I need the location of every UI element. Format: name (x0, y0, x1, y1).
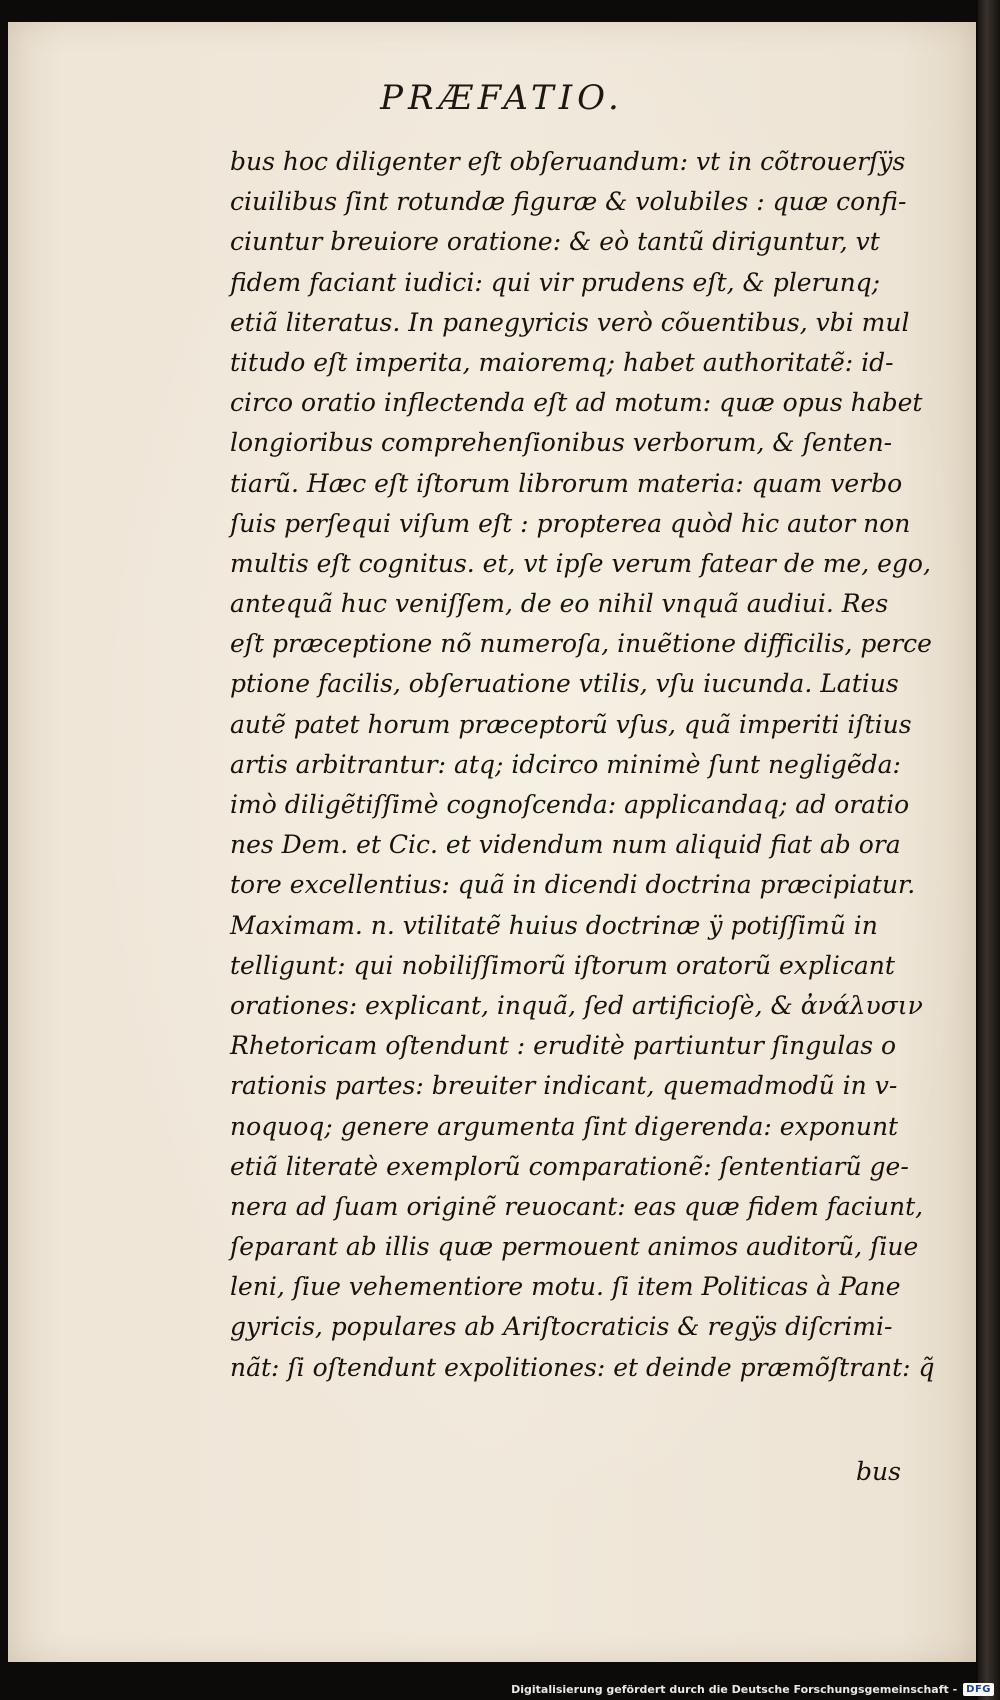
text-line: antequã huc veniſſem, de eo nihil vnquã audiui. Res (230, 589, 889, 619)
text-line: ſuis perſequi viſum eſt : propterea quòd hic autor non (230, 508, 911, 538)
text-line: nera ad ſuam originẽ reuocant: eas quæ fidem faciunt, (230, 1191, 924, 1221)
text-line: ciuntur breuiore oratione: & eò tantũ diriguntur, vt (230, 227, 880, 257)
page-edge (978, 0, 1000, 1700)
credit-text: Digitalisierung gefördert durch die Deutsche Forschungsgemeinschaft - (511, 1683, 958, 1696)
text-line: circo oratio inflectenda eſt ad motum: quæ opus habet (230, 388, 923, 418)
text-line: etiã literatus. In panegyricis verò cõuentibus, vbi mul (230, 307, 910, 337)
text-line: autẽ patet horum præceptorũ vſus, quã imperiti iſtius (230, 709, 912, 739)
text-line: ciuilibus ſint rotundæ figuræ & volubiles : quæ confi- (230, 187, 907, 217)
book-page (8, 22, 976, 1662)
text-line: imò diligẽtiſſimè cognoſcenda: applicandaq; ad oratio (230, 790, 910, 819)
text-line: ſeparant ab illis quæ permouent animos auditorũ, ſiue (230, 1232, 919, 1262)
text-line: ptione facilis, obſeruatione vtilis, vſu iucunda. Latius (230, 669, 899, 699)
text-line: etiã literatè exemplorũ comparationẽ: ſententiarũ ge- (230, 1151, 909, 1181)
text-line: artis arbitrantur: atq; idcirco minimè ſunt negligẽda: (230, 749, 901, 779)
text-line: longioribus comprehenſionibus verborum, & ſenten- (230, 428, 893, 458)
text-line: noquoq; genere argumenta ſint digerenda: exponunt (230, 1111, 899, 1141)
page-header: PRÆFATIO. (380, 78, 624, 118)
text-line: tore excellentius: quã in dicendi doctrina præcipiatur. (230, 870, 916, 900)
text-line: telligunt: qui nobiliſſimorũ iſtorum oratorũ explicant (230, 950, 895, 980)
text-line: gyricis, populares ab Ariſtocraticis & regÿs diſcrimi- (230, 1312, 893, 1342)
text-line: Maximam. n. vtilitatẽ huius doctrinæ ÿ potiſſimũ in (230, 910, 878, 940)
text-line: nes Dem. et Cic. et videndum num aliquid fiat ab ora (230, 830, 901, 860)
text-line: bus hoc diligenter eſt obſeruandum: vt in cõtrouerſÿs (230, 147, 906, 176)
text-line: leni, ſiue vehementiore motu. ſi item Politicas à Pane (230, 1272, 901, 1302)
text-line: nãt: ſi oſtendunt expolitiones: et deinde præmõſtrant: q̃ (230, 1352, 935, 1382)
text-line: titudo eſt imperita, maioremq; habet authoritatẽ: id- (230, 347, 894, 377)
dfg-logo: DFG (963, 1683, 994, 1696)
text-line: rationis partes: breuiter indicant, quemadmodũ in v- (230, 1071, 898, 1101)
text-line: eſt præceptione nõ numeroſa, inuẽtione difficilis, perce (230, 629, 932, 659)
text-line: Rhetoricam oſtendunt : eruditè partiuntur ſingulas o (230, 1031, 897, 1061)
text-line: fidem faciant iudici: qui vir prudens eſt, & plerunq; (230, 267, 881, 297)
body-text (230, 142, 950, 1388)
digitization-credit (511, 1683, 994, 1696)
text-line: tiarũ. Hæc eſt iſtorum librorum materia: quam verbo (230, 468, 903, 498)
text-line: orationes: explicant, inquã, ſed artificioſè, & ἀνάλυσιν (230, 990, 923, 1020)
catchword: bus (856, 1457, 901, 1486)
text-line: multis eſt cognitus. et, vt ipſe verum fatear de me, ego, (230, 548, 931, 578)
